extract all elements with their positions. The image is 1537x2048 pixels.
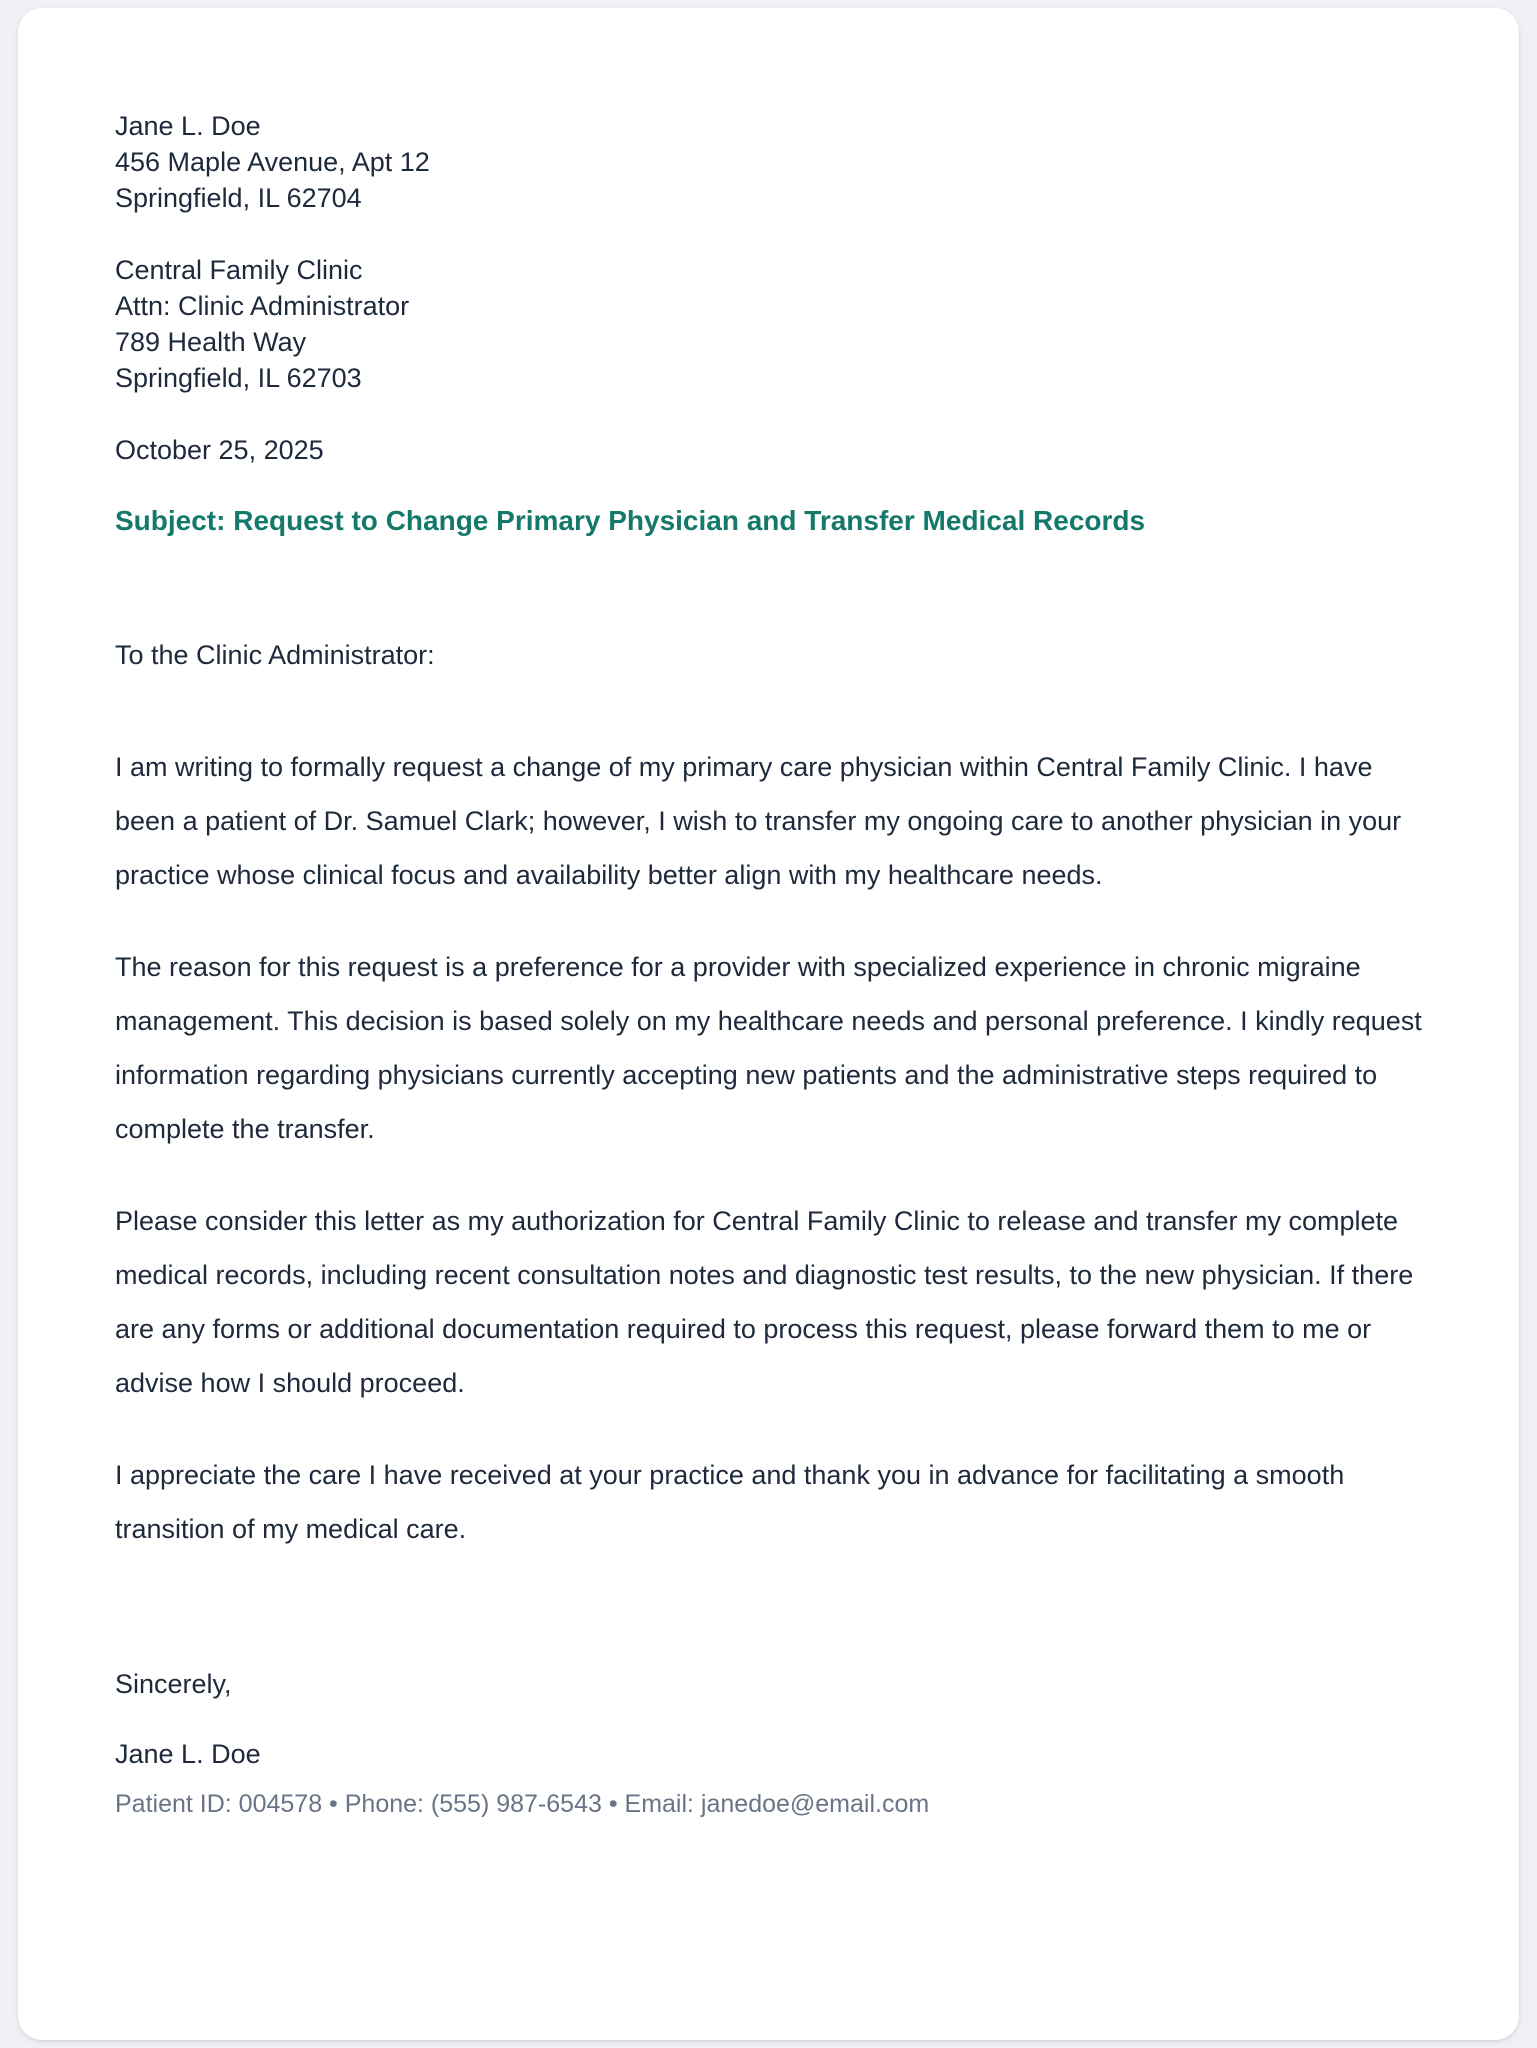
letter-document (18, 8, 1519, 2040)
recipient-city-state-zip: Springfield, IL 62703 (115, 363, 362, 393)
body-paragraph-1: I am writing to formally request a change of my primary care physician within Central Family Clinic. I have been a patient of Dr. Samuel Clark; however, I wish to transfer my ongoing care to another physician in your practice whose clinical focus and availability better align with my healthcare needs. (115, 752, 1402, 890)
recipient-address (115, 252, 1422, 396)
sender-name: Jane L. Doe (115, 111, 261, 141)
recipient-organization: Central Family Clinic (115, 255, 363, 285)
recipient-street: 789 Health Way (115, 327, 307, 357)
contact-footer: Patient ID: 004578 • Phone: (555) 987-6543 • Email: janedoe@email.com (115, 1790, 930, 1818)
body-paragraph-3: Please consider this letter as my authorization for Central Family Clinic to release and transfer my complete medical records, including recent consultation notes and diagnostic test results, to the new physician. If there are any forms or additional documentation required to process this request, please forward them to me or advise how I should proceed. (115, 1206, 1414, 1398)
letter-date: October 25, 2025 (115, 435, 324, 465)
sender-address (115, 108, 1422, 216)
closing: Sincerely, (115, 1669, 232, 1699)
subject-line: Subject: Request to Change Primary Physician and Transfer Medical Records (115, 505, 1146, 536)
sender-street: 456 Maple Avenue, Apt 12 (115, 147, 430, 177)
body-paragraph-4: I appreciate the care I have received at your practice and thank you in advance for facilitating a smooth transition of my medical care. (115, 1460, 1345, 1544)
sender-city-state-zip: Springfield, IL 62704 (115, 183, 362, 213)
signature-name: Jane L. Doe (115, 1739, 261, 1769)
salutation: To the Clinic Administrator: (115, 640, 435, 670)
body-paragraph-2: The reason for this request is a preference for a provider with specialized experience in chronic migraine management. This decision is based solely on my healthcare needs and personal preference. I kindly request information regarding physicians currently accepting new patients and the administrative steps required to complete the transfer. (115, 952, 1422, 1144)
recipient-attention: Attn: Clinic Administrator (115, 291, 410, 321)
